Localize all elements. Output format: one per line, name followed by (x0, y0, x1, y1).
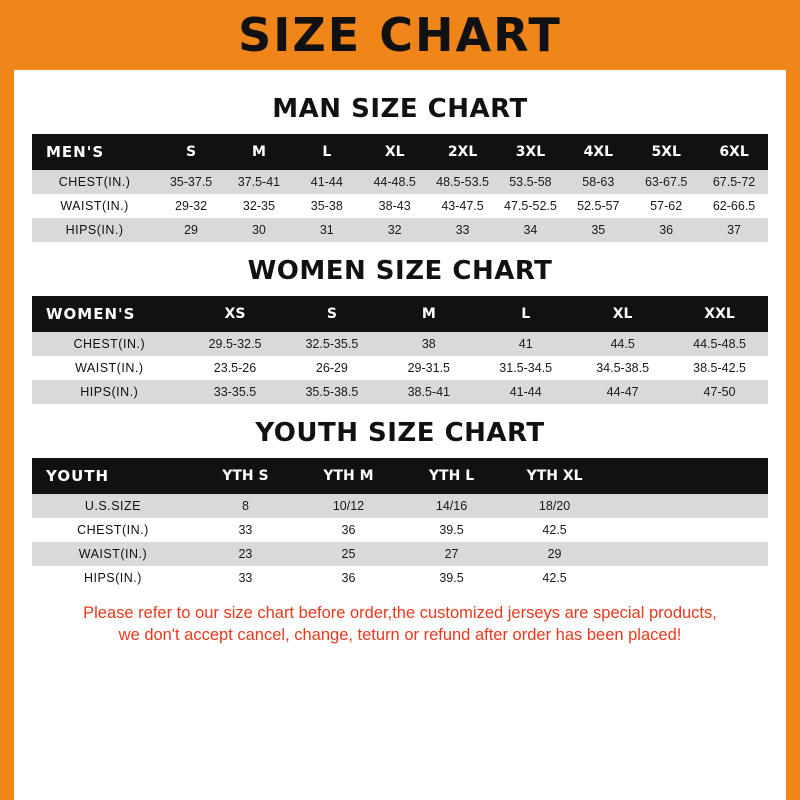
table-cell: 32 (361, 218, 429, 242)
col-header-m: M (380, 296, 477, 332)
table-cell: 31 (293, 218, 361, 242)
table-cell: 35-37.5 (157, 170, 225, 194)
row-label-hips: HIPS(IN.) (32, 380, 187, 404)
col-header-s: S (157, 134, 225, 170)
table-cell: 41-44 (477, 380, 574, 404)
table-cell: 37 (700, 218, 768, 242)
table-cell: 44.5-48.5 (671, 332, 768, 356)
col-header-womens: WOMEN'S (32, 296, 187, 332)
col-header-youth: YOUTH (32, 458, 194, 494)
table-cell: 38.5-42.5 (671, 356, 768, 380)
table-cell: 41-44 (293, 170, 361, 194)
table-cell: 25 (297, 542, 400, 566)
table-cell: 39.5 (400, 566, 503, 590)
table-cell: 47.5-52.5 (496, 194, 564, 218)
col-header-6xl: 6XL (700, 134, 768, 170)
table-cell: 36 (297, 518, 400, 542)
col-header-l: L (477, 296, 574, 332)
table-row (32, 332, 768, 356)
col-header-yth-l: YTH L (400, 458, 503, 494)
table-cell: 27 (400, 542, 503, 566)
row-label-waist: WAIST(IN.) (32, 542, 194, 566)
table-row (32, 566, 768, 590)
table-cell: 42.5 (503, 566, 606, 590)
col-header-m: M (225, 134, 293, 170)
table-cell: 38 (380, 332, 477, 356)
table-row (32, 380, 768, 404)
table-cell (606, 518, 768, 542)
table-cell: 29 (503, 542, 606, 566)
table-row (32, 542, 768, 566)
col-header-l: L (293, 134, 361, 170)
table-cell: 67.5-72 (700, 170, 768, 194)
table-cell (606, 494, 768, 518)
row-label-chest: CHEST(IN.) (32, 332, 187, 356)
row-label-hips: HIPS(IN.) (32, 566, 194, 590)
col-header-3xl: 3XL (496, 134, 564, 170)
table-cell: 33 (194, 518, 297, 542)
table-header-row (32, 296, 768, 332)
table-cell: 35-38 (293, 194, 361, 218)
col-header-mens: MEN'S (32, 134, 157, 170)
table-cell: 41 (477, 332, 574, 356)
table-cell: 38-43 (361, 194, 429, 218)
row-label-hips: HIPS(IN.) (32, 218, 157, 242)
col-header-yth-s: YTH S (194, 458, 297, 494)
table-cell: 63-67.5 (632, 170, 700, 194)
table-cell: 58-63 (564, 170, 632, 194)
section-title-man: MAN SIZE CHART (272, 94, 528, 124)
table-cell: 14/16 (400, 494, 503, 518)
footer-note (46, 602, 754, 647)
col-header-xs: XS (187, 296, 284, 332)
chart-content (14, 70, 786, 647)
section-title-women: WOMEN SIZE CHART (247, 256, 553, 286)
col-header-xl: XL (574, 296, 671, 332)
col-header-yth-m: YTH M (297, 458, 400, 494)
table-row (32, 194, 768, 218)
table-cell: 42.5 (503, 518, 606, 542)
table-cell: 34 (496, 218, 564, 242)
table-cell: 35.5-38.5 (283, 380, 380, 404)
table-cell: 36 (297, 566, 400, 590)
footer-note-line-2: we don't accept cancel, change, teturn or refund after order has been placed! (118, 626, 682, 645)
table-cell: 32-35 (225, 194, 293, 218)
col-header-xxl: XXL (671, 296, 768, 332)
col-header-5xl: 5XL (632, 134, 700, 170)
col-header-xl: XL (361, 134, 429, 170)
table-cell: 53.5-58 (496, 170, 564, 194)
table-cell: 26-29 (283, 356, 380, 380)
row-label-chest: CHEST(IN.) (32, 518, 194, 542)
table-cell: 35 (564, 218, 632, 242)
row-label-us-size: U.S.SIZE (32, 494, 194, 518)
table-cell: 31.5-34.5 (477, 356, 574, 380)
table-cell: 29 (157, 218, 225, 242)
table-cell: 36 (632, 218, 700, 242)
col-header-4xl: 4XL (564, 134, 632, 170)
table-cell: 57-62 (632, 194, 700, 218)
table-cell: 44-48.5 (361, 170, 429, 194)
table-cell: 18/20 (503, 494, 606, 518)
table-cell: 39.5 (400, 518, 503, 542)
table-cell: 8 (194, 494, 297, 518)
col-header-yth-xl: YTH XL (503, 458, 606, 494)
table-cell: 33-35.5 (187, 380, 284, 404)
table-cell: 62-66.5 (700, 194, 768, 218)
col-header-2xl: 2XL (429, 134, 497, 170)
table-row (32, 356, 768, 380)
table-cell: 47-50 (671, 380, 768, 404)
table-cell: 44.5 (574, 332, 671, 356)
table-cell: 32.5-35.5 (283, 332, 380, 356)
table-cell: 30 (225, 218, 293, 242)
page-title: SIZE CHART (238, 8, 562, 62)
table-header-row (32, 458, 768, 494)
table-row (32, 218, 768, 242)
section-title-youth: YOUTH SIZE CHART (255, 418, 545, 448)
row-label-waist: WAIST(IN.) (32, 194, 157, 218)
col-header-empty (606, 458, 768, 494)
table-cell: 44-47 (574, 380, 671, 404)
table-cell: 48.5-53.5 (429, 170, 497, 194)
table-cell: 10/12 (297, 494, 400, 518)
women-size-table (32, 296, 768, 404)
table-row (32, 494, 768, 518)
man-size-table (32, 134, 768, 242)
table-cell: 29-31.5 (380, 356, 477, 380)
table-cell: 37.5-41 (225, 170, 293, 194)
footer-note-line-1: Please refer to our size chart before order,the customized jerseys are special products, (83, 604, 717, 622)
table-cell: 38.5-41 (380, 380, 477, 404)
table-cell: 52.5-57 (564, 194, 632, 218)
table-cell: 33 (194, 566, 297, 590)
table-cell: 23.5-26 (187, 356, 284, 380)
table-cell (606, 542, 768, 566)
row-label-chest: CHEST(IN.) (32, 170, 157, 194)
table-row (32, 170, 768, 194)
table-cell: 29-32 (157, 194, 225, 218)
table-cell: 23 (194, 542, 297, 566)
table-cell: 43-47.5 (429, 194, 497, 218)
table-cell: 34.5-38.5 (574, 356, 671, 380)
table-cell (606, 566, 768, 590)
col-header-s: S (283, 296, 380, 332)
row-label-waist: WAIST(IN.) (32, 356, 187, 380)
youth-size-table (32, 458, 768, 590)
table-cell: 33 (429, 218, 497, 242)
table-header-row (32, 134, 768, 170)
table-row (32, 518, 768, 542)
page-banner (0, 0, 800, 70)
table-cell: 29.5-32.5 (187, 332, 284, 356)
